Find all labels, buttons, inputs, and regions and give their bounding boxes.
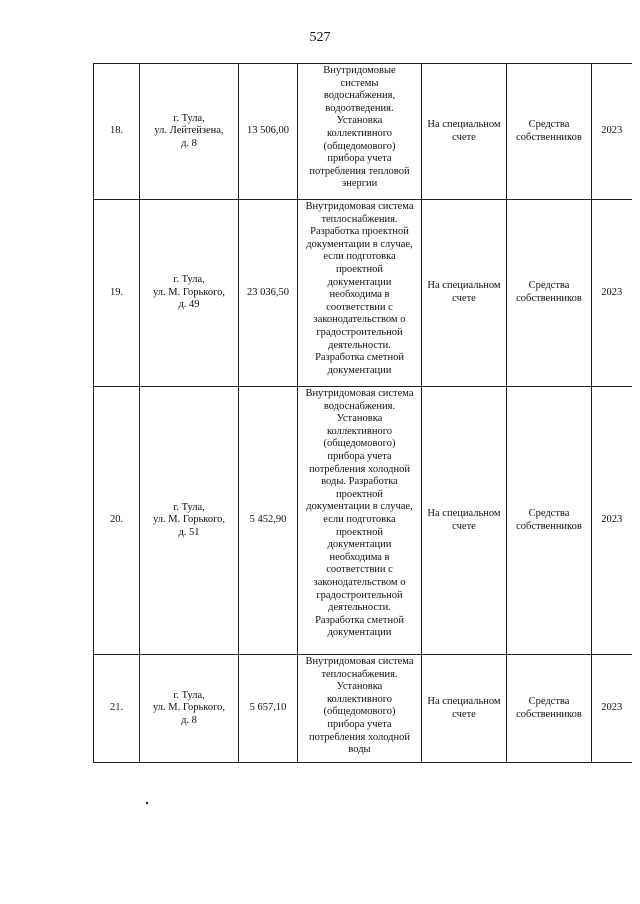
works-line: проектной (336, 526, 383, 538)
year-cell: 2023 (592, 387, 632, 655)
cost-cell: 23 036,50 (239, 200, 298, 387)
works-cell (298, 387, 422, 655)
address-line: ул. Лейтейзена, (154, 125, 224, 137)
works-line: (общедомового) (323, 140, 396, 152)
works-line: Установка (336, 413, 383, 425)
table-row (94, 387, 632, 655)
works-line: проектной (336, 488, 383, 500)
works-line: Разработка сметной (315, 614, 404, 626)
address-line: г. Тула, (173, 689, 205, 701)
scan-speck (146, 802, 148, 804)
funding-source-cell (507, 64, 592, 200)
works-line: Разработка сметной (315, 352, 404, 364)
works-line: градостроительной (316, 589, 403, 601)
year-cell: 2023 (592, 64, 632, 200)
row-number: 19. (94, 200, 140, 387)
address-cell (140, 200, 239, 387)
works-line: соответствии с (326, 301, 393, 313)
account-line: На специальном (427, 280, 501, 292)
row-number: 18. (94, 64, 140, 200)
account-line: счете (452, 520, 476, 532)
account-line: счете (452, 708, 476, 720)
address-line: ул. М. Горького, (152, 702, 226, 714)
works-line: Установка (336, 681, 383, 693)
works-line: системы (340, 77, 379, 89)
works-line: если подготовка (323, 513, 396, 525)
row-number: 21. (94, 655, 140, 763)
table-row (94, 200, 632, 387)
funding-source-cell (507, 387, 592, 655)
account-cell (422, 200, 507, 387)
works-line: потребления холодной (308, 731, 410, 743)
year-cell: 2023 (592, 655, 632, 763)
cost-cell: 5 452,90 (239, 387, 298, 655)
works-cell (298, 64, 422, 200)
address-line: д. 51 (178, 526, 200, 538)
address-cell (140, 655, 239, 763)
page-number: 527 (309, 30, 331, 45)
repair-schedule-table (93, 63, 632, 763)
address-line: ул. М. Горького, (152, 514, 226, 526)
works-line: (общедомового) (323, 438, 396, 450)
works-cell (298, 655, 422, 763)
account-line: На специальном (427, 695, 501, 707)
works-line: документации в случае, (306, 501, 413, 513)
source-line: Средства (528, 507, 570, 519)
works-cell (298, 200, 422, 387)
works-line: документации (327, 276, 392, 288)
address-line: г. Тула, (173, 274, 205, 286)
works-line: проектной (336, 263, 383, 275)
account-line: счете (452, 293, 476, 304)
works-line: теплоснабжения. (321, 213, 398, 225)
works-line: водоснабжения, (323, 90, 396, 102)
works-line: воды (348, 744, 371, 756)
works-line: коллективного (326, 127, 393, 139)
account-cell (422, 387, 507, 655)
cost-cell: 13 506,00 (239, 64, 298, 200)
source-line: Средства (528, 280, 570, 292)
works-line: водоснабжения. (323, 400, 396, 412)
works-line: документации (327, 364, 392, 376)
works-line: соответствии с (326, 564, 393, 576)
funding-source-cell (507, 655, 592, 763)
works-line: если подготовка (323, 251, 396, 263)
works-line: энергии (341, 178, 378, 190)
address-line: д. 8 (181, 137, 197, 149)
works-line: необходима в (329, 289, 390, 301)
works-line: (общедомового) (323, 706, 396, 718)
source-line: собственников (516, 293, 582, 304)
works-line: прибора учета (327, 153, 392, 165)
works-line: Внутридомовая система (305, 388, 414, 399)
works-line: Внутридомовые (323, 65, 396, 76)
works-line: необходима в (329, 551, 390, 563)
account-line: На специальном (427, 118, 501, 130)
address-line: д. 8 (181, 714, 197, 726)
works-line: деятельности. (328, 602, 391, 614)
works-line: потребления тепловой (309, 165, 410, 177)
address-cell (140, 387, 239, 655)
works-line: водоотведения. (325, 102, 394, 114)
year-cell: 2023 (592, 200, 632, 387)
works-line: Внутридомовая система (305, 201, 414, 212)
works-line: Разработка проектной (310, 226, 409, 238)
account-line: счете (452, 131, 476, 143)
works-line: прибора учета (327, 718, 392, 730)
works-line: деятельности. (328, 339, 391, 351)
source-line: собственников (516, 520, 582, 532)
works-line: прибора учета (327, 450, 392, 462)
works-line: документации в случае, (306, 238, 413, 250)
works-line: потребления холодной (308, 463, 410, 475)
source-line: собственников (516, 131, 582, 143)
table-row (94, 655, 632, 763)
account-cell (422, 655, 507, 763)
address-line: г. Тула, (173, 501, 205, 513)
works-line: законодательством о (313, 314, 406, 326)
works-line: Внутридомовая система (305, 656, 414, 667)
source-line: собственников (516, 708, 582, 720)
works-line: документации (327, 539, 392, 551)
table-row (94, 64, 632, 200)
source-line: Средства (528, 695, 570, 707)
row-number: 20. (94, 387, 140, 655)
works-line: теплоснабжения. (321, 668, 398, 680)
address-cell (140, 64, 239, 200)
funding-source-cell (507, 200, 592, 387)
works-line: коллективного (326, 693, 393, 705)
works-line: законодательством о (313, 576, 406, 588)
works-line: градостроительной (316, 326, 403, 338)
works-line: Установка (336, 115, 383, 127)
works-line: документации (327, 627, 392, 639)
account-line: На специальном (427, 507, 501, 519)
address-line: д. 49 (178, 299, 200, 311)
account-cell (422, 64, 507, 200)
source-line: Средства (528, 118, 570, 130)
works-line: коллективного (326, 425, 393, 437)
address-line: ул. М. Горького, (152, 286, 226, 298)
address-line: г. Тула, (173, 112, 205, 124)
cost-cell: 5 657,10 (239, 655, 298, 763)
works-line: воды. Разработка (321, 476, 398, 488)
